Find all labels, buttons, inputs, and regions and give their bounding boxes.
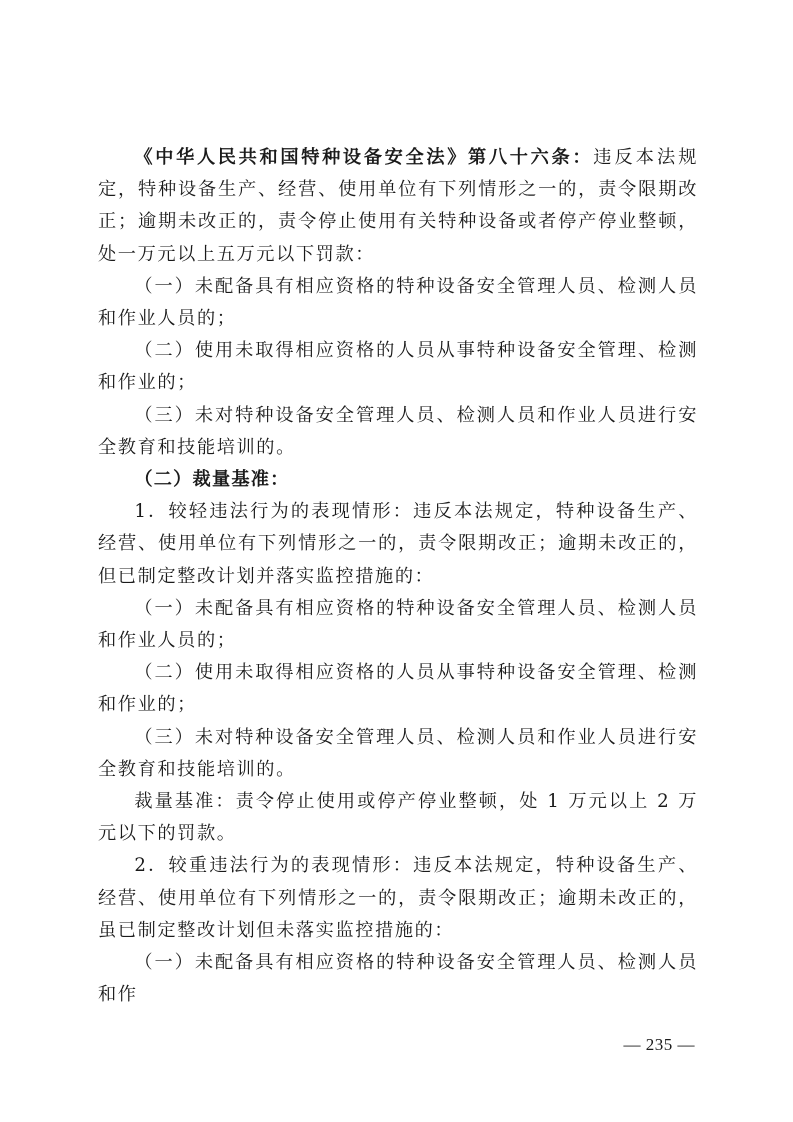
list-item: （一）未配备具有相应资格的特种设备安全管理人员、检测人员和作	[98, 952, 698, 1006]
section-heading: （二）裁量基准：	[134, 469, 290, 491]
list-item: （三）未对特种设备安全管理人员、检测人员和作业人员进行安全教育和技能培训的。	[98, 404, 698, 458]
list-item: （三）未对特种设备安全管理人员、检测人员和作业人员进行安全教育和技能培训的。	[98, 726, 698, 780]
level1-description: 1．较轻违法行为的表现情形：违反本法规定，特种设备生产、经营、使用单位有下列情形之一的，责令限期改正；逾期未改正的，但已制定整改计划并落实监控措施的：	[98, 501, 698, 587]
law-reference: 《中华人民共和国特种设备安全法》第八十六条：	[134, 147, 594, 168]
level1-standard: 裁量基准：责令停止使用或停产停业整顿，处 1 万元以上 2 万元以下的罚款。	[98, 791, 698, 845]
list-item: （一）未配备具有相应资格的特种设备安全管理人员、检测人员和作业人员的；	[98, 597, 698, 652]
list-item: （一）未配备具有相应资格的特种设备安全管理人员、检测人员和作业人员的；	[98, 275, 698, 330]
intro-text: 违反本法规定，特种设备生产、经营、使用单位有下列情形之一的，责令限期改正；逾期未改正的，责令停止使用有关特种设备或者停产停业整顿，处一万元以上五万元以下罚款：	[98, 147, 698, 265]
list-item: （二）使用未取得相应资格的人员从事特种设备安全管理、检测和作业的；	[98, 662, 698, 716]
list-item: （二）使用未取得相应资格的人员从事特种设备安全管理、检测和作业的；	[98, 340, 698, 394]
level2-description: 2．较重违法行为的表现情形：违反本法规定，特种设备生产、经营、使用单位有下列情形之一的，责令限期改正；逾期未改正的，虽已制定整改计划但未落实监控措施的：	[98, 855, 698, 941]
document-body	[98, 142, 698, 1011]
intro-paragraph	[98, 142, 698, 271]
page-number: — 235 —	[623, 1035, 695, 1054]
